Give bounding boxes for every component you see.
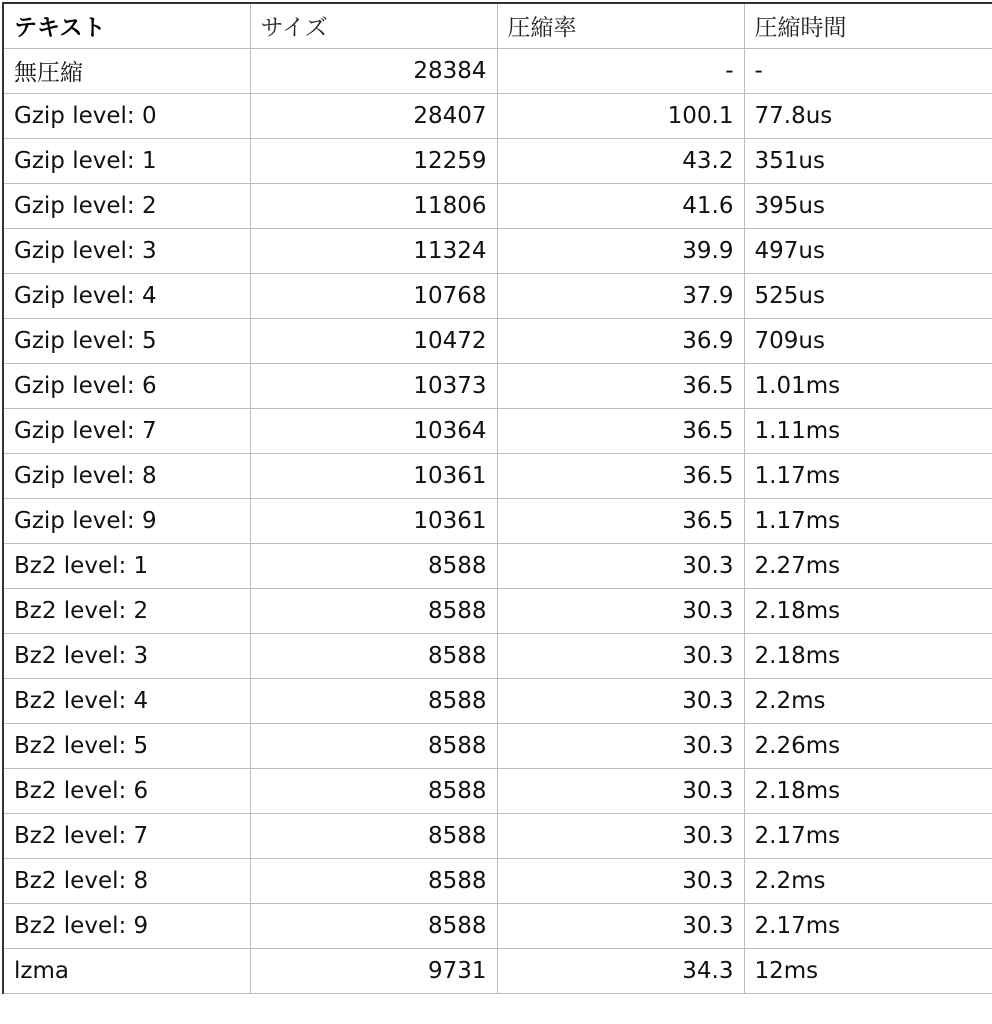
ratio-cell: 36.5 (497, 453, 744, 498)
ratio-cell: 30.3 (497, 903, 744, 948)
time-cell: 2.17ms (744, 813, 992, 858)
time-cell: 2.26ms (744, 723, 992, 768)
method-cell: Gzip level: 9 (3, 498, 250, 543)
size-cell: 8588 (250, 543, 497, 588)
ratio-cell: 30.3 (497, 723, 744, 768)
time-cell: 2.17ms (744, 903, 992, 948)
size-cell: 10373 (250, 363, 497, 408)
method-cell: Bz2 level: 8 (3, 858, 250, 903)
header-ratio: 圧縮率 (497, 3, 744, 48)
table-row (3, 858, 992, 903)
time-cell: 1.17ms (744, 453, 992, 498)
table-row (3, 138, 992, 183)
time-cell: - (744, 48, 992, 93)
time-cell: 2.2ms (744, 678, 992, 723)
header-time: 圧縮時間 (744, 3, 992, 48)
header-text: テキスト (3, 3, 250, 48)
size-cell: 8588 (250, 903, 497, 948)
time-cell: 395us (744, 183, 992, 228)
time-cell: 497us (744, 228, 992, 273)
table-row (3, 633, 992, 678)
method-cell: Bz2 level: 6 (3, 768, 250, 813)
time-cell: 525us (744, 273, 992, 318)
table-row (3, 273, 992, 318)
time-cell: 77.8us (744, 93, 992, 138)
ratio-cell: 30.3 (497, 678, 744, 723)
ratio-cell: 100.1 (497, 93, 744, 138)
table-row (3, 948, 992, 993)
time-cell: 1.01ms (744, 363, 992, 408)
time-cell: 12ms (744, 948, 992, 993)
time-cell: 2.18ms (744, 633, 992, 678)
method-cell: Gzip level: 0 (3, 93, 250, 138)
method-cell: Bz2 level: 2 (3, 588, 250, 633)
compression-table (2, 2, 992, 994)
table-row (3, 588, 992, 633)
ratio-cell: 36.9 (497, 318, 744, 363)
table-row (3, 453, 992, 498)
size-cell: 10472 (250, 318, 497, 363)
table-row (3, 498, 992, 543)
table-row (3, 93, 992, 138)
method-cell: Bz2 level: 5 (3, 723, 250, 768)
ratio-cell: 39.9 (497, 228, 744, 273)
header-size: サイズ (250, 3, 497, 48)
size-cell: 11806 (250, 183, 497, 228)
size-cell: 8588 (250, 858, 497, 903)
table-row (3, 318, 992, 363)
table-row (3, 768, 992, 813)
ratio-cell: 43.2 (497, 138, 744, 183)
time-cell: 2.2ms (744, 858, 992, 903)
ratio-cell: 36.5 (497, 363, 744, 408)
size-cell: 10768 (250, 273, 497, 318)
size-cell: 10364 (250, 408, 497, 453)
size-cell: 8588 (250, 633, 497, 678)
ratio-cell: 37.9 (497, 273, 744, 318)
size-cell: 28384 (250, 48, 497, 93)
method-cell: Gzip level: 3 (3, 228, 250, 273)
ratio-cell: 36.5 (497, 408, 744, 453)
size-cell: 8588 (250, 588, 497, 633)
time-cell: 2.18ms (744, 588, 992, 633)
ratio-cell: 41.6 (497, 183, 744, 228)
method-cell: Bz2 level: 4 (3, 678, 250, 723)
method-cell: Gzip level: 5 (3, 318, 250, 363)
method-cell: Gzip level: 4 (3, 273, 250, 318)
table-row (3, 228, 992, 273)
size-cell: 11324 (250, 228, 497, 273)
table-row (3, 813, 992, 858)
method-cell: Gzip level: 7 (3, 408, 250, 453)
table-row (3, 183, 992, 228)
ratio-cell: 36.5 (497, 498, 744, 543)
header-row (3, 3, 992, 48)
size-cell: 10361 (250, 498, 497, 543)
size-cell: 8588 (250, 678, 497, 723)
table-row (3, 543, 992, 588)
table-row (3, 678, 992, 723)
table-row (3, 723, 992, 768)
method-cell: Gzip level: 8 (3, 453, 250, 498)
method-cell: Gzip level: 6 (3, 363, 250, 408)
ratio-cell: 30.3 (497, 543, 744, 588)
ratio-cell: 30.3 (497, 813, 744, 858)
time-cell: 1.17ms (744, 498, 992, 543)
method-cell: Bz2 level: 7 (3, 813, 250, 858)
size-cell: 9731 (250, 948, 497, 993)
table-row (3, 408, 992, 453)
size-cell: 8588 (250, 768, 497, 813)
size-cell: 8588 (250, 813, 497, 858)
time-cell: 2.18ms (744, 768, 992, 813)
method-cell: Bz2 level: 9 (3, 903, 250, 948)
table-row (3, 903, 992, 948)
table-row (3, 48, 992, 93)
method-cell: Bz2 level: 1 (3, 543, 250, 588)
ratio-cell: - (497, 48, 744, 93)
size-cell: 12259 (250, 138, 497, 183)
time-cell: 709us (744, 318, 992, 363)
size-cell: 10361 (250, 453, 497, 498)
ratio-cell: 30.3 (497, 588, 744, 633)
table-body (3, 48, 992, 993)
ratio-cell: 34.3 (497, 948, 744, 993)
ratio-cell: 30.3 (497, 633, 744, 678)
time-cell: 2.27ms (744, 543, 992, 588)
ratio-cell: 30.3 (497, 768, 744, 813)
method-cell: lzma (3, 948, 250, 993)
time-cell: 351us (744, 138, 992, 183)
size-cell: 28407 (250, 93, 497, 138)
time-cell: 1.11ms (744, 408, 992, 453)
table-row (3, 363, 992, 408)
method-cell: 無圧縮 (3, 48, 250, 93)
method-cell: Gzip level: 1 (3, 138, 250, 183)
method-cell: Bz2 level: 3 (3, 633, 250, 678)
ratio-cell: 30.3 (497, 858, 744, 903)
method-cell: Gzip level: 2 (3, 183, 250, 228)
size-cell: 8588 (250, 723, 497, 768)
